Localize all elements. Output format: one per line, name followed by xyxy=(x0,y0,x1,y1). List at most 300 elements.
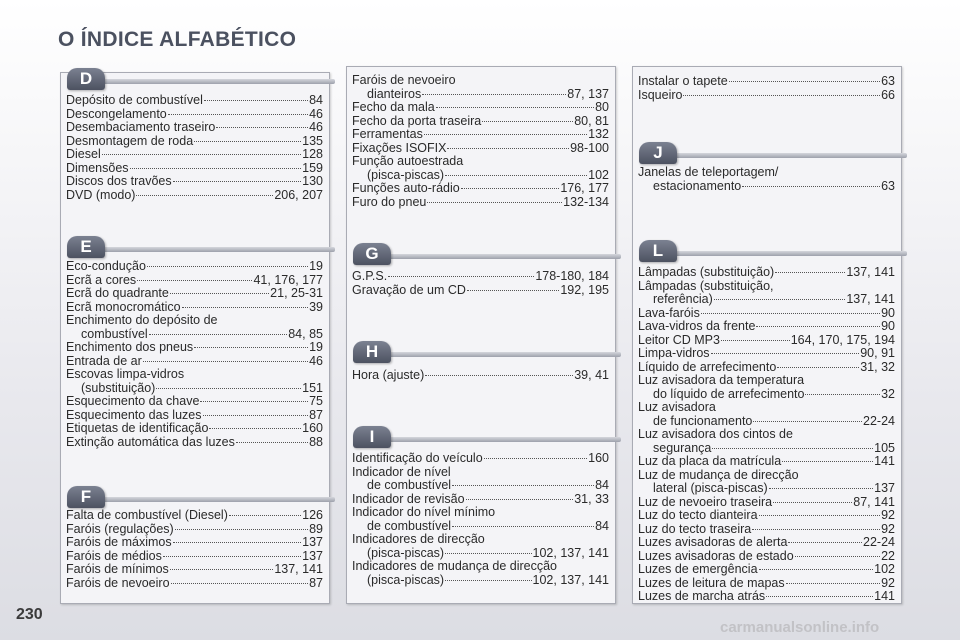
entry-term: Lava-vidros da frente xyxy=(638,319,756,333)
section-header-i xyxy=(347,427,615,451)
entry-term: Discos dos travões xyxy=(66,174,172,188)
entry-term: Indicador de revisão xyxy=(352,491,465,506)
entry-term: dianteiros xyxy=(367,86,422,101)
section-e-entries xyxy=(66,260,323,449)
entry-page-reference: 178-180, 184 xyxy=(535,269,609,283)
entry-term: Faróis de nevoeiro xyxy=(66,575,170,590)
leader-dots xyxy=(721,340,790,341)
index-entry xyxy=(352,142,609,156)
entry-term: (substituição) xyxy=(81,380,156,395)
section-letter-i: I xyxy=(353,426,391,448)
section-letter-l: L xyxy=(639,240,677,262)
leader-dots xyxy=(427,202,562,203)
entry-page-reference: 46 xyxy=(309,106,323,121)
entry-term: Descongelamento xyxy=(66,106,167,121)
index-entry xyxy=(66,189,323,203)
index-entry xyxy=(638,509,895,523)
section-f-entries xyxy=(66,509,323,590)
section-header-g xyxy=(347,244,615,268)
leader-dots xyxy=(445,175,587,176)
entry-term: Eco-condução xyxy=(66,259,146,273)
leader-dots xyxy=(422,94,566,95)
section-header-j xyxy=(633,143,901,167)
section-divider xyxy=(71,247,335,252)
index-entry xyxy=(352,196,609,210)
leader-dots xyxy=(773,502,852,503)
leader-dots xyxy=(137,280,252,281)
section-divider xyxy=(357,254,621,259)
entry-term: (pisca-piscas) xyxy=(367,545,445,560)
leader-dots xyxy=(452,485,594,486)
index-entry xyxy=(638,307,895,321)
entry-term: de combustível xyxy=(367,478,452,492)
entry-term: lateral (pisca-piscas) xyxy=(653,481,768,495)
index-entry xyxy=(66,108,323,122)
entry-page-reference: 39, 41 xyxy=(574,368,609,382)
entry-term: Entrada de ar xyxy=(66,353,142,368)
entry-term: Desembaciamento traseiro xyxy=(66,120,216,134)
index-entry xyxy=(66,536,323,550)
section-divider xyxy=(71,79,335,84)
entry-page-reference: 137, 141 xyxy=(846,292,895,306)
leader-dots xyxy=(156,388,301,389)
entry-page-reference: 90, 91 xyxy=(860,346,895,360)
entry-page-reference: 160 xyxy=(588,451,609,465)
index-entry xyxy=(638,320,895,334)
entry-term: Diesel xyxy=(66,147,101,161)
leader-dots xyxy=(209,428,301,429)
index-entry xyxy=(352,270,609,284)
entry-term: Indicadores de direcção xyxy=(352,532,485,546)
entry-term: DVD (modo) xyxy=(66,187,136,202)
index-entry xyxy=(66,355,323,369)
section-i-entries xyxy=(352,452,609,587)
index-entry xyxy=(638,180,895,194)
index-entry xyxy=(638,523,895,537)
index-entry xyxy=(66,301,323,315)
leader-dots xyxy=(729,81,880,82)
leader-dots xyxy=(753,421,862,422)
leader-dots xyxy=(170,293,269,294)
entry-term: Fixações ISOFIX xyxy=(352,140,447,155)
entry-term: Indicador de nível xyxy=(352,464,451,479)
leader-dots xyxy=(466,499,574,500)
leader-dots xyxy=(786,583,880,584)
entry-term: Lâmpadas (substituição, xyxy=(638,278,774,293)
entry-term: Luz avisadora da temperatura xyxy=(638,373,805,387)
leader-dots xyxy=(216,127,308,128)
leader-dots xyxy=(759,569,874,570)
index-entry xyxy=(352,369,609,383)
section-divider xyxy=(357,352,621,357)
leader-dots xyxy=(711,353,860,354)
section-divider xyxy=(643,251,907,256)
entry-term: Luz avisadora xyxy=(638,400,716,414)
index-entry xyxy=(638,347,895,361)
leader-dots xyxy=(236,442,308,443)
entry-term: Faróis de máximos xyxy=(66,535,172,549)
section-letter-h: H xyxy=(353,341,391,363)
leader-dots xyxy=(204,100,308,101)
entry-term: combustível xyxy=(81,326,148,341)
index-entry xyxy=(638,577,895,591)
index-column-3 xyxy=(632,66,902,604)
entry-page-reference: 126 xyxy=(302,508,323,522)
entry-page-reference: 92 xyxy=(881,508,895,522)
leader-dots xyxy=(788,542,862,543)
entry-page-reference: 84 xyxy=(309,93,323,107)
entry-page-reference: 31, 32 xyxy=(860,359,895,374)
leader-dots xyxy=(170,569,274,570)
leader-dots xyxy=(461,188,560,189)
index-entry xyxy=(638,374,895,388)
index-entry xyxy=(638,496,895,510)
entry-page-reference: 102, 137, 141 xyxy=(532,545,609,560)
index-entry xyxy=(638,455,895,469)
index-entry xyxy=(352,520,609,534)
section-divider xyxy=(71,497,335,502)
leader-dots xyxy=(194,141,301,142)
entry-term: de combustível xyxy=(367,518,452,533)
entry-term: Lâmpadas (substituição) xyxy=(638,265,775,279)
entry-term: G.P.S. xyxy=(352,269,388,283)
entry-page-reference: 87 xyxy=(309,575,323,590)
section-header-h xyxy=(347,342,615,366)
section-header-l xyxy=(633,241,901,265)
entry-page-reference: 32 xyxy=(881,386,895,401)
watermark: carmanualsonline.info xyxy=(720,619,880,636)
leader-dots xyxy=(795,556,880,557)
entry-term: Luz de mudança de direcção xyxy=(638,467,799,482)
index-entry xyxy=(352,560,609,574)
entry-page-reference: 66 xyxy=(881,87,895,102)
entry-page-reference: 46 xyxy=(309,120,323,134)
entry-term: Janelas de teleportagem/ xyxy=(638,165,779,179)
index-entry xyxy=(66,135,323,149)
entry-page-reference: 164, 170, 175, 194 xyxy=(790,332,895,347)
section-l-entries xyxy=(638,266,895,604)
entry-page-reference: 84 xyxy=(595,478,609,492)
entry-page-reference: 39 xyxy=(309,299,323,314)
index-entry xyxy=(638,293,895,307)
entry-page-reference: 160 xyxy=(302,421,323,435)
section-divider xyxy=(643,153,907,158)
section-j-entries xyxy=(638,166,895,193)
entry-term: Leitor CD MP3 xyxy=(638,332,720,347)
entry-term: Funções auto-rádio xyxy=(352,181,460,195)
leader-dots xyxy=(182,307,308,308)
leader-dots xyxy=(229,515,301,516)
leader-dots xyxy=(175,529,308,530)
entry-term: referência) xyxy=(653,292,713,306)
index-entry xyxy=(352,547,609,561)
entry-term: estacionamento xyxy=(653,178,742,193)
entry-term: Luzes de leitura de mapas xyxy=(638,575,785,590)
entry-page-reference: 63 xyxy=(881,178,895,193)
entry-term: Faróis de médios xyxy=(66,548,162,563)
entry-term: Faróis de nevoeiro xyxy=(352,73,456,87)
entry-term: Esquecimento das luzes xyxy=(66,407,202,422)
leader-dots xyxy=(805,394,880,395)
leader-dots xyxy=(388,276,534,277)
index-column-2 xyxy=(346,66,616,604)
entry-term: segurança xyxy=(653,440,712,455)
index-entry xyxy=(352,88,609,102)
entry-page-reference: 87 xyxy=(309,407,323,422)
index-entry xyxy=(66,409,323,423)
entry-page-reference: 88 xyxy=(309,434,323,449)
entry-page-reference: 128 xyxy=(302,147,323,161)
entry-page-reference: 89 xyxy=(309,521,323,536)
entry-term: Dimensões xyxy=(66,160,129,175)
entry-term: Luz avisadora dos cintos de xyxy=(638,427,793,441)
entry-term: Lava-faróis xyxy=(638,305,700,320)
section-header-d xyxy=(61,69,329,93)
entry-term: (pisca-piscas) xyxy=(367,167,445,182)
leader-dots xyxy=(130,168,302,169)
section-letter-g: G xyxy=(353,243,391,265)
entry-term: Instalar o tapete xyxy=(638,74,728,88)
section-f-continued-entries xyxy=(352,74,609,209)
entry-page-reference: 141 xyxy=(874,589,895,603)
index-column-1 xyxy=(60,69,330,604)
entry-term: Ecrã do quadrante xyxy=(66,286,169,300)
entry-page-reference: 135 xyxy=(302,133,323,148)
leader-dots xyxy=(194,347,308,348)
entry-page-reference: 87, 141 xyxy=(853,494,895,509)
entry-page-reference: 137, 141 xyxy=(846,265,895,279)
section-h-entries xyxy=(352,369,609,383)
index-entry xyxy=(638,428,895,442)
section-header-e xyxy=(61,237,329,261)
entry-term: Desmontagem de roda xyxy=(66,133,194,148)
index-entry xyxy=(66,94,323,108)
entry-term: Faróis de mínimos xyxy=(66,562,169,576)
leader-dots xyxy=(701,313,880,314)
entry-term: Luz de nevoeiro traseira xyxy=(638,494,773,509)
index-entry xyxy=(638,590,895,604)
section-letter-d: D xyxy=(67,68,105,90)
leader-dots xyxy=(143,361,308,362)
leader-dots xyxy=(766,596,873,597)
index-entry xyxy=(66,121,323,135)
entry-term: Luzes de marcha atrás xyxy=(638,589,766,603)
index-entry xyxy=(66,328,323,342)
entry-term: Líquido de arrefecimento xyxy=(638,359,777,374)
index-entry xyxy=(66,341,323,355)
index-entry xyxy=(352,506,609,520)
entry-page-reference: 105 xyxy=(874,440,895,455)
entry-page-reference: 90 xyxy=(881,305,895,320)
entry-term: Furo do pneu xyxy=(352,194,427,209)
entry-term: Isqueiro xyxy=(638,87,683,102)
entry-term: Falta de combustível (Diesel) xyxy=(66,508,228,522)
index-entry xyxy=(66,550,323,564)
leader-dots xyxy=(436,107,594,108)
index-entry xyxy=(638,442,895,456)
leader-dots xyxy=(683,95,880,96)
entry-page-reference: 22-24 xyxy=(863,535,895,549)
entry-term: Identificação do veículo xyxy=(352,451,483,465)
index-entry xyxy=(638,280,895,294)
leader-dots xyxy=(149,334,288,335)
entry-page-reference: 80 xyxy=(595,100,609,114)
index-entry xyxy=(352,128,609,142)
index-entry xyxy=(352,182,609,196)
entry-page-reference: 132 xyxy=(588,127,609,141)
entry-term: Enchimento do depósito de xyxy=(66,313,218,327)
leader-dots xyxy=(445,580,531,581)
entry-page-reference: 137 xyxy=(302,548,323,563)
index-entry xyxy=(638,166,895,180)
entry-page-reference: 84, 85 xyxy=(288,326,323,341)
entry-term: Escovas limpa-vidros xyxy=(66,367,185,381)
index-entry xyxy=(352,479,609,493)
entry-term: Luz do tecto dianteira xyxy=(638,508,758,522)
entry-term: Luzes avisadoras de estado xyxy=(638,548,794,563)
section-divider xyxy=(357,437,621,442)
leader-dots xyxy=(759,515,881,516)
entry-term: Luzes avisadoras de alerta xyxy=(638,535,788,549)
section-d-entries xyxy=(66,94,323,202)
index-entry xyxy=(66,368,323,382)
section-i-continued-entries xyxy=(638,75,895,102)
entry-term: Ferramentas xyxy=(352,127,423,141)
entry-page-reference: 80, 81 xyxy=(574,113,609,128)
entry-term: Faróis (regulações) xyxy=(66,521,174,536)
leader-dots xyxy=(445,553,531,554)
index-entry xyxy=(638,266,895,280)
index-entry xyxy=(66,175,323,189)
entry-page-reference: 87, 137 xyxy=(567,86,609,101)
index-entry xyxy=(352,452,609,466)
leader-dots xyxy=(742,186,880,187)
entry-term: Ecrã a cores xyxy=(66,272,137,287)
entry-page-reference: 92 xyxy=(881,575,895,590)
entry-term: Depósito de combustível xyxy=(66,93,203,107)
leader-dots xyxy=(171,583,309,584)
entry-page-reference: 159 xyxy=(302,160,323,175)
entry-page-reference: 22-24 xyxy=(863,413,895,428)
index-entry xyxy=(352,115,609,129)
entry-page-reference: 102 xyxy=(874,562,895,576)
index-entry xyxy=(352,155,609,169)
index-entry xyxy=(638,401,895,415)
entry-term: Luz do tecto traseira xyxy=(638,521,752,536)
index-entry xyxy=(66,395,323,409)
index-entry xyxy=(66,422,323,436)
section-letter-j: J xyxy=(639,142,677,164)
leader-dots xyxy=(168,114,308,115)
entry-page-reference: 19 xyxy=(309,259,323,273)
entry-page-reference: 206, 207 xyxy=(274,187,323,202)
entry-page-reference: 19 xyxy=(309,340,323,354)
index-entry xyxy=(352,574,609,588)
leader-dots xyxy=(425,375,573,376)
leader-dots xyxy=(173,542,302,543)
entry-term: Hora (ajuste) xyxy=(352,368,425,382)
section-letter-f: F xyxy=(67,486,105,508)
entry-page-reference: 137 xyxy=(302,535,323,549)
index-entry xyxy=(66,162,323,176)
leader-dots xyxy=(467,290,559,291)
entry-term: Enchimento dos pneus xyxy=(66,340,194,354)
index-entry xyxy=(66,260,323,274)
entry-page-reference: 75 xyxy=(309,394,323,408)
leader-dots xyxy=(136,195,273,196)
entry-term: Indicadores de mudança de direcção xyxy=(352,559,557,573)
leader-dots xyxy=(484,458,588,459)
entry-page-reference: 22 xyxy=(881,548,895,563)
entry-term: Indicador do nível mínimo xyxy=(352,505,496,519)
index-entry xyxy=(66,382,323,396)
leader-dots xyxy=(775,272,845,273)
entry-term: (pisca-piscas) xyxy=(367,572,445,587)
index-entry xyxy=(638,89,895,103)
section-g-entries xyxy=(352,270,609,297)
index-entry xyxy=(638,482,895,496)
index-entry xyxy=(66,523,323,537)
index-entry xyxy=(352,466,609,480)
entry-page-reference: 102, 137, 141 xyxy=(532,572,609,587)
leader-dots xyxy=(714,299,846,300)
leader-dots xyxy=(769,488,874,489)
index-entry xyxy=(66,436,323,450)
index-entry xyxy=(352,169,609,183)
entry-term: Luzes de emergência xyxy=(638,562,758,576)
index-entry xyxy=(66,314,323,328)
index-entry xyxy=(352,284,609,298)
entry-page-reference: 137, 141 xyxy=(274,562,323,576)
index-entry xyxy=(638,75,895,89)
entry-page-reference: 41, 176, 177 xyxy=(253,272,323,287)
entry-page-reference: 137 xyxy=(874,481,895,495)
entry-page-reference: 192, 195 xyxy=(560,282,609,297)
section-letter-e: E xyxy=(67,236,105,258)
entry-page-reference: 102 xyxy=(588,167,609,182)
leader-dots xyxy=(782,461,873,462)
index-entry xyxy=(352,493,609,507)
leader-dots xyxy=(163,556,301,557)
entry-page-reference: 46 xyxy=(309,353,323,368)
index-entry xyxy=(352,74,609,88)
index-entry xyxy=(66,509,323,523)
entry-page-reference: 132-134 xyxy=(563,194,609,209)
entry-term: Extinção automática das luzes xyxy=(66,434,235,449)
index-entry xyxy=(66,274,323,288)
index-entry xyxy=(638,388,895,402)
leader-dots xyxy=(424,134,587,135)
entry-term: Etiquetas de identificação xyxy=(66,421,209,435)
entry-term: Fecho da mala xyxy=(352,100,435,114)
entry-page-reference: 31, 33 xyxy=(574,491,609,506)
index-entry xyxy=(638,415,895,429)
entry-page-reference: 63 xyxy=(881,74,895,88)
leader-dots xyxy=(756,326,880,327)
entry-page-reference: 176, 177 xyxy=(560,181,609,195)
leader-dots xyxy=(777,367,859,368)
entry-page-reference: 98-100 xyxy=(570,140,609,155)
index-entry xyxy=(638,334,895,348)
index-entry xyxy=(638,550,895,564)
leader-dots xyxy=(102,154,301,155)
index-entry xyxy=(66,577,323,591)
entry-page-reference: 141 xyxy=(874,454,895,468)
page-number: 230 xyxy=(16,606,43,623)
index-entry xyxy=(66,563,323,577)
index-entry xyxy=(638,361,895,375)
page-title: O ÍNDICE ALFABÉTICO xyxy=(58,28,297,51)
